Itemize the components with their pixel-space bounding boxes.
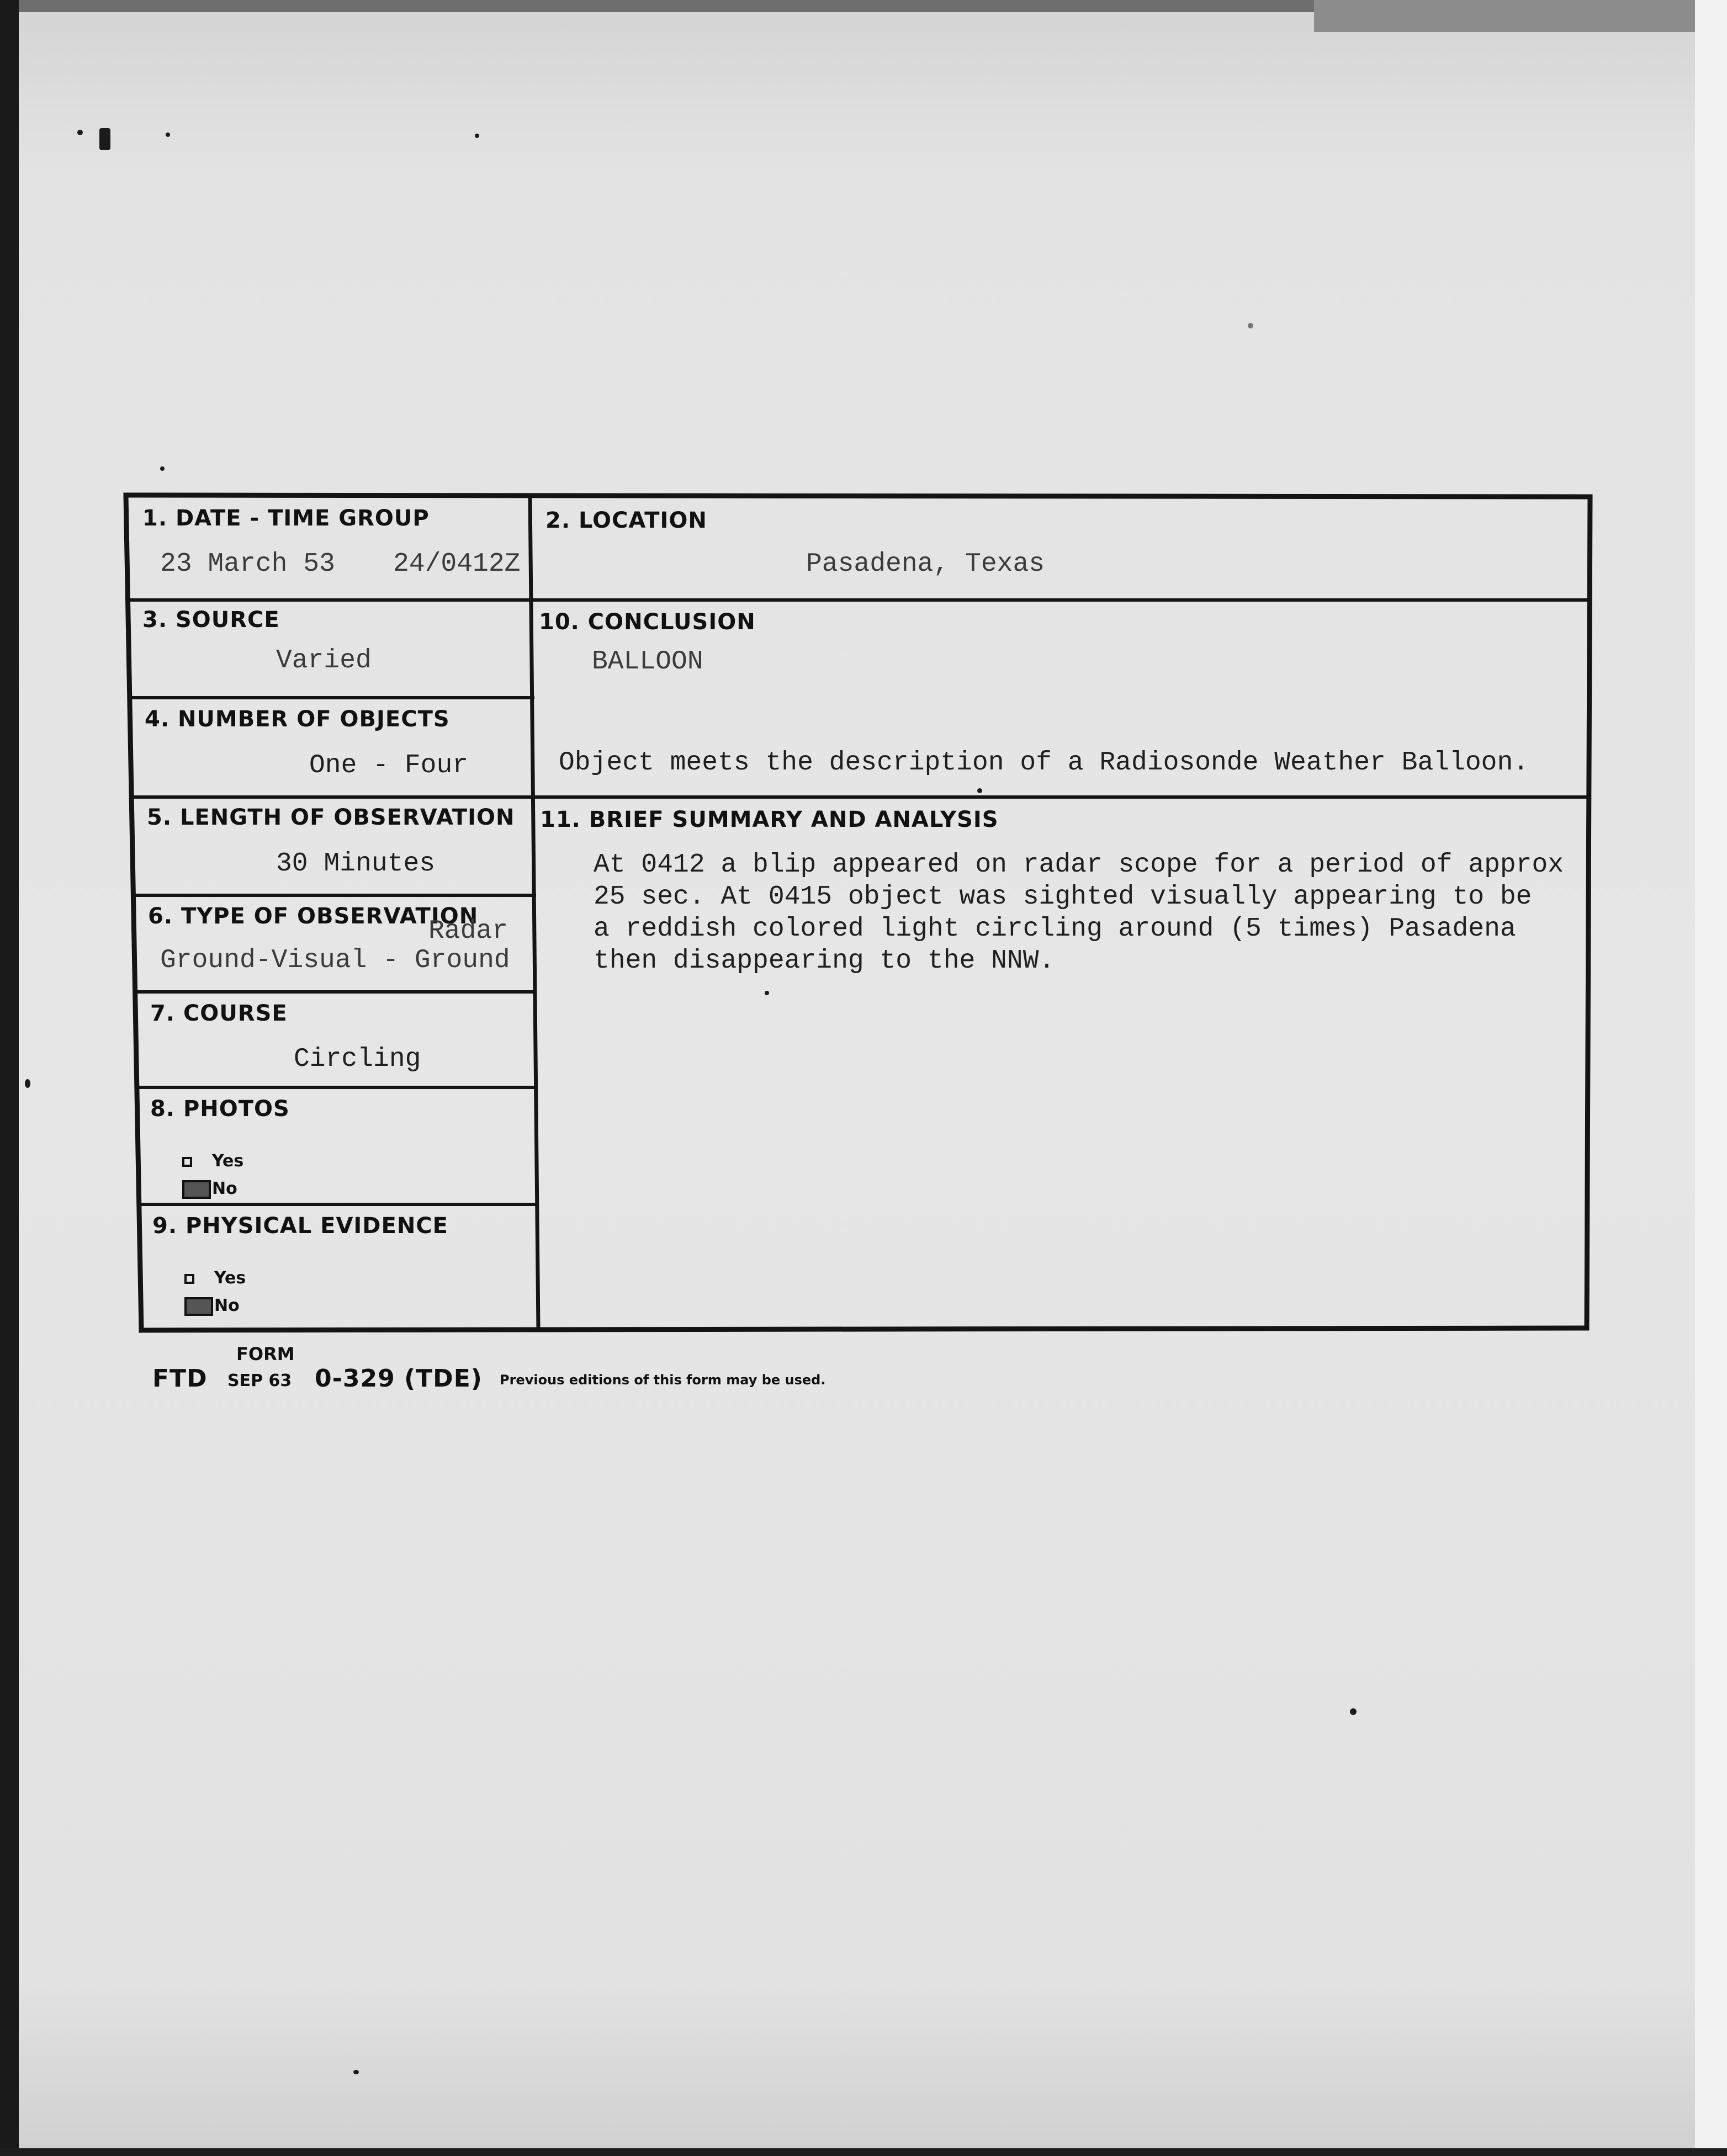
footer-form-word: FORM (236, 1343, 295, 1364)
summary-line-4: then disappearing to the NNW. (594, 946, 1055, 976)
date-value: 23 March 53 (160, 549, 335, 579)
conclusion-value: BALLOON (592, 647, 703, 677)
footer-note: Previous editions of this form may be used. (500, 1372, 826, 1388)
location-value: Pasadena, Texas (806, 549, 1045, 579)
summary-line-1: At 0412 a blip appeared on radar scope for a period of approx (594, 850, 1564, 880)
photos-label: 8. PHOTOS (150, 1096, 290, 1122)
physical-evidence-no-checkbox[interactable] (184, 1297, 213, 1316)
location-label: 2. LOCATION (545, 508, 707, 533)
footer-form-number: 0-329 (TDE) (315, 1364, 483, 1393)
footer-ftd: FTD (152, 1364, 208, 1393)
length-of-observation-label: 5. LENGTH OF OBSERVATION (147, 805, 515, 830)
type-of-observation-value-line2: Ground-Visual - Ground (160, 946, 510, 975)
physical-evidence-label: 9. PHYSICAL EVIDENCE (152, 1213, 448, 1239)
source-value: Varied (276, 646, 372, 676)
photos-no-checkbox[interactable] (182, 1180, 211, 1199)
conclusion-label: 10. CONCLUSION (539, 609, 756, 635)
type-of-observation-label: 6. TYPE OF OBSERVATION (148, 904, 479, 929)
number-of-objects-label: 4. NUMBER OF OBJECTS (145, 707, 450, 732)
photos-yes-checkbox[interactable] (182, 1157, 192, 1167)
photos-yes-label: Yes (212, 1151, 244, 1171)
conclusion-detail: Object meets the description of a Radiosonde Weather Balloon. (559, 748, 1529, 778)
length-of-observation-value: 30 Minutes (276, 849, 436, 879)
summary-line-2: 25 sec. At 0415 object was sighted visually appearing to be (594, 882, 1532, 912)
summary-label: 11. BRIEF SUMMARY AND ANALYSIS (540, 807, 999, 832)
time-value: 24/0412Z (393, 549, 521, 579)
footer-date-code: SEP 63 (227, 1371, 292, 1390)
physical-evidence-no-label: No (214, 1296, 240, 1315)
source-label: 3. SOURCE (142, 607, 280, 633)
number-of-objects-value: One - Four (309, 751, 469, 780)
course-label: 7. COURSE (150, 1001, 288, 1026)
date-time-label: 1. DATE - TIME GROUP (142, 506, 430, 531)
type-of-observation-value-line1: Radar (428, 916, 508, 946)
course-value: Circling (294, 1044, 421, 1074)
physical-evidence-yes-label: Yes (214, 1268, 246, 1288)
photos-no-label: No (212, 1179, 237, 1198)
physical-evidence-yes-checkbox[interactable] (184, 1274, 194, 1284)
summary-line-3: a reddish colored light circling around (5 times) Pasadena (594, 914, 1516, 944)
